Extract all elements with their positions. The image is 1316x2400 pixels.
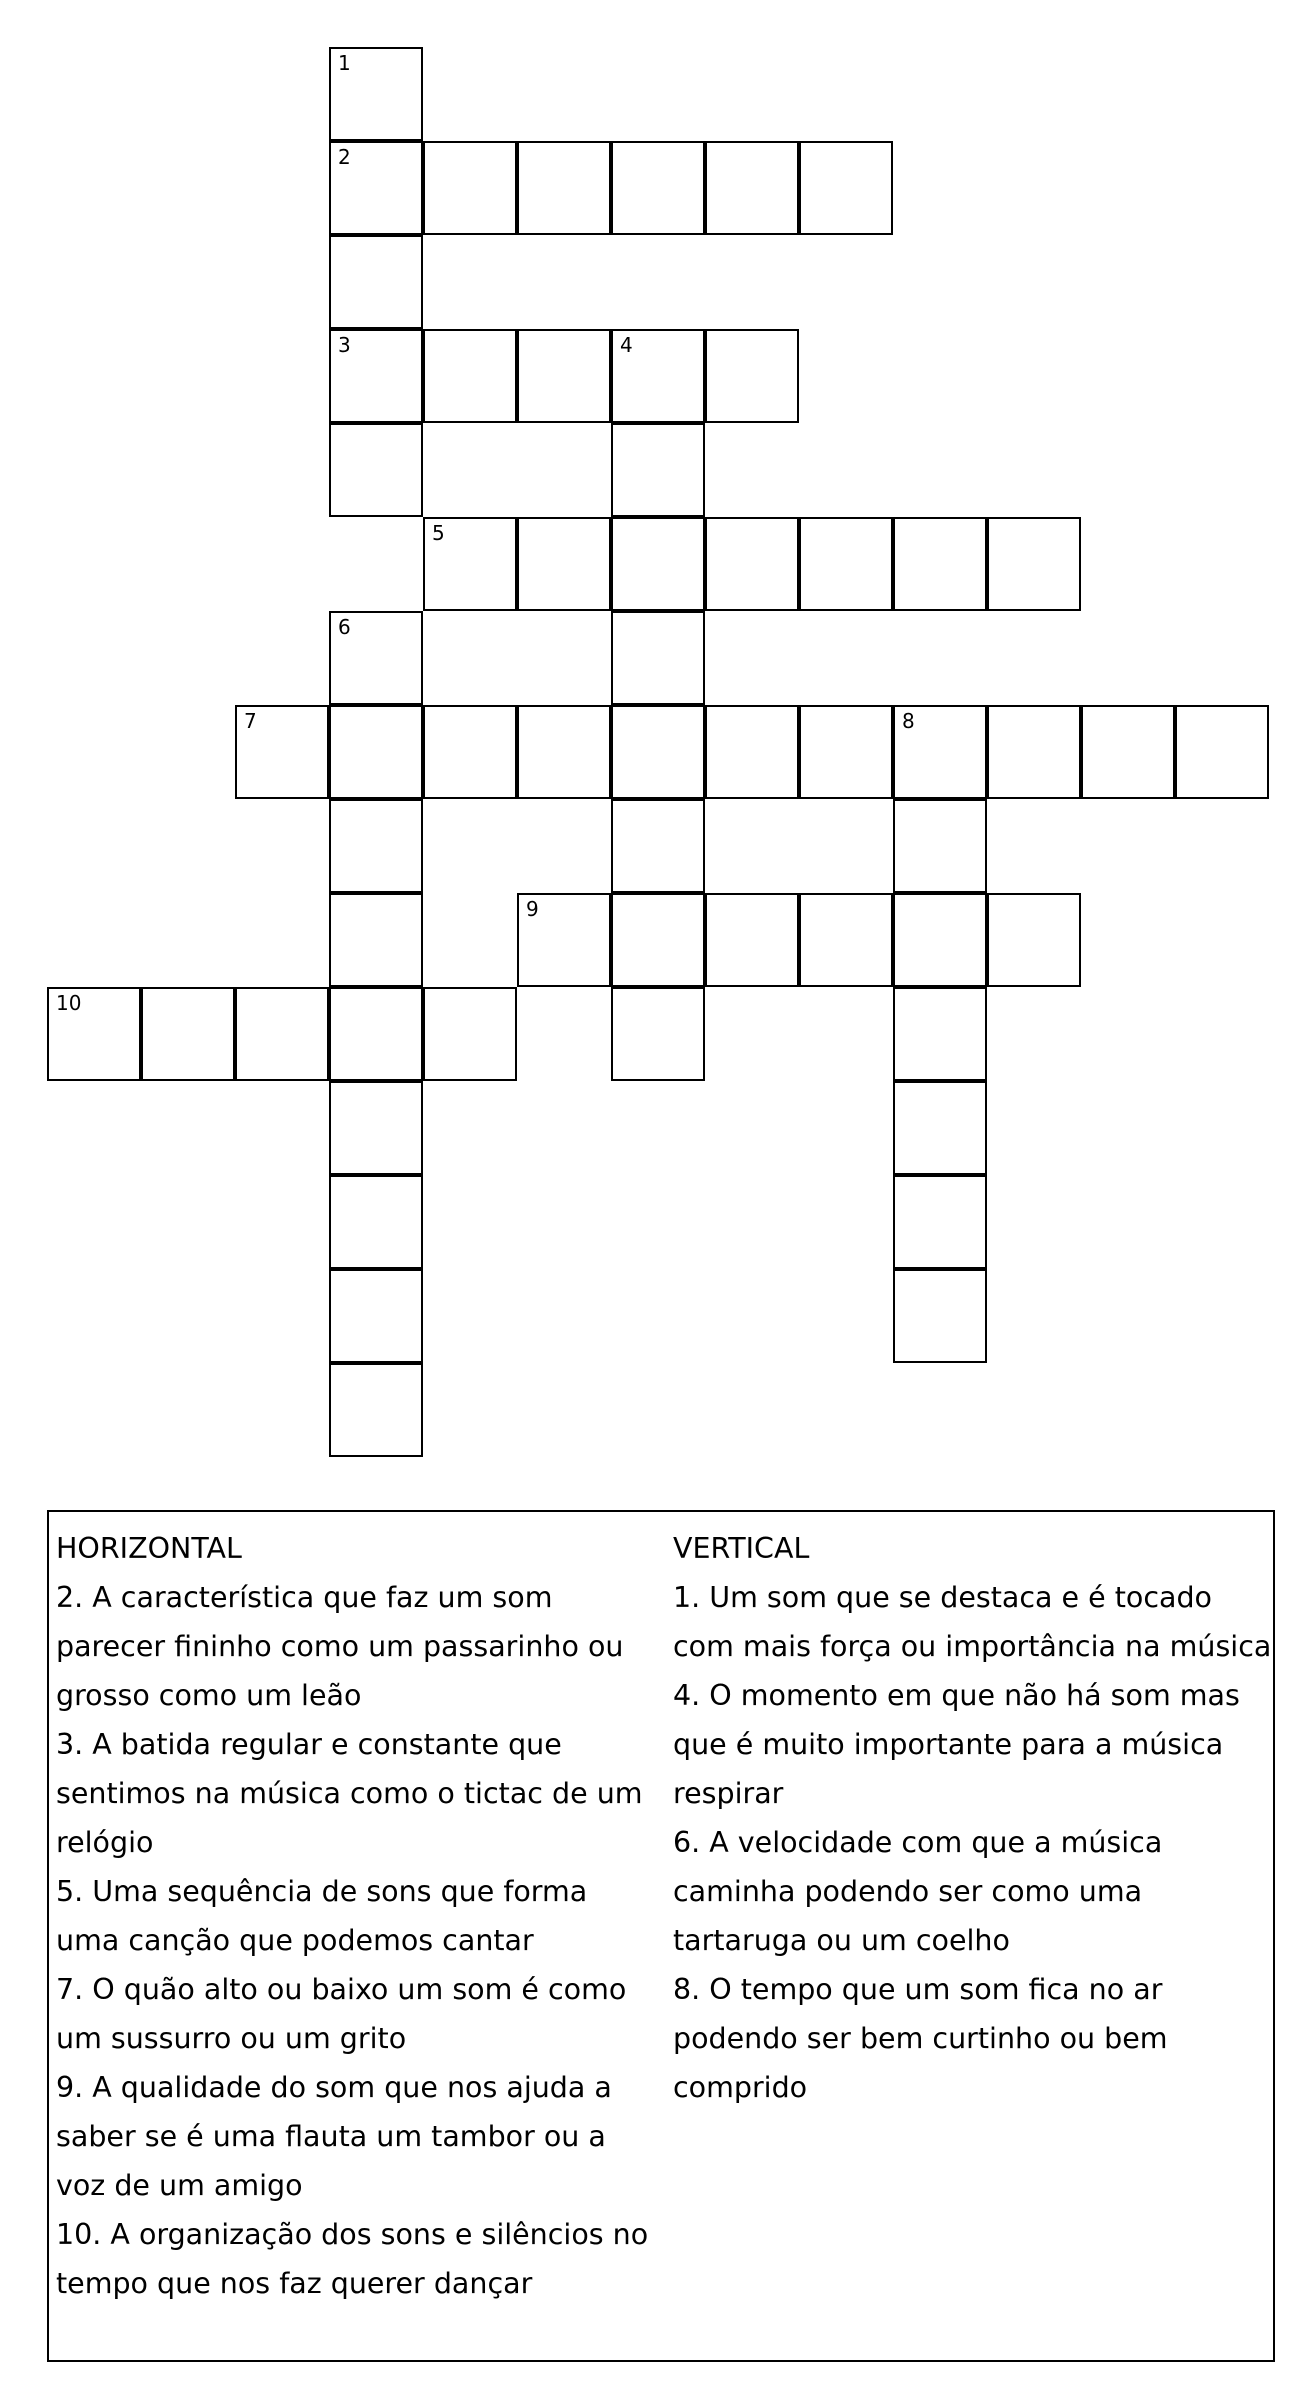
cell-number: 5 xyxy=(432,521,445,545)
grid-cell[interactable] xyxy=(799,893,893,987)
grid-cell[interactable] xyxy=(329,987,423,1081)
grid-cell[interactable] xyxy=(705,705,799,799)
clue-across-5: 5. Uma sequência de sons que forma uma canção que podemos cantar xyxy=(56,1875,588,1957)
clue-down-4: 4. O momento em que não há som mas que é muito importante para a música respirar xyxy=(673,1679,1240,1810)
grid-cell[interactable] xyxy=(423,517,517,611)
grid-cell[interactable] xyxy=(235,705,329,799)
grid-cell[interactable] xyxy=(611,893,705,987)
grid-cell[interactable] xyxy=(329,705,423,799)
grid-cell[interactable] xyxy=(893,987,987,1081)
cell-number: 8 xyxy=(902,709,915,733)
grid-cell[interactable] xyxy=(611,423,705,517)
grid-cell[interactable] xyxy=(893,799,987,893)
clue-across-10: 10. A organização dos sons e silêncios no tempo que nos faz querer dançar xyxy=(56,2218,649,2300)
grid-cell[interactable] xyxy=(893,1175,987,1269)
grid-cell[interactable] xyxy=(893,1269,987,1363)
grid-cell[interactable] xyxy=(329,799,423,893)
grid-cell[interactable] xyxy=(611,517,705,611)
grid-cell[interactable] xyxy=(423,705,517,799)
grid-cell[interactable] xyxy=(705,517,799,611)
grid-cell[interactable] xyxy=(329,611,423,705)
clues-box xyxy=(47,1510,1275,2362)
grid-cell[interactable] xyxy=(893,705,987,799)
clue-across-3: 3. A batida regular e constante que sentimos na música como o tictac de um relógio xyxy=(56,1728,643,1859)
grid-cell[interactable] xyxy=(423,329,517,423)
grid-cell[interactable] xyxy=(799,517,893,611)
clue-down-1: 1. Um som que se destaca e é tocado com mais força ou importância na música xyxy=(673,1581,1272,1663)
grid-cell[interactable] xyxy=(611,705,705,799)
grid-cell[interactable] xyxy=(329,1363,423,1457)
grid-cell[interactable] xyxy=(1175,705,1269,799)
grid-cell[interactable] xyxy=(705,893,799,987)
clue-down-6: 6. A velocidade com que a música caminha podendo ser como uma tartaruga ou um coelho xyxy=(673,1826,1163,1957)
grid-cell[interactable] xyxy=(611,329,705,423)
grid-cell[interactable] xyxy=(423,141,517,235)
down-clues xyxy=(673,1524,1273,2112)
cell-number: 1 xyxy=(338,51,351,75)
cell-number: 2 xyxy=(338,145,351,169)
grid-cell[interactable] xyxy=(329,423,423,517)
clue-across-9: 9. A qualidade do som que nos ajuda a saber se é uma flauta um tambor ou a voz de um amigo xyxy=(56,2071,612,2202)
cell-number: 7 xyxy=(244,709,257,733)
grid-cell[interactable] xyxy=(893,517,987,611)
across-heading: HORIZONTAL xyxy=(56,1532,242,1565)
grid-cell[interactable] xyxy=(893,1081,987,1175)
cell-number: 6 xyxy=(338,615,351,639)
grid-cell[interactable] xyxy=(987,893,1081,987)
grid-cell[interactable] xyxy=(611,987,705,1081)
grid-cell[interactable] xyxy=(611,799,705,893)
grid-cell[interactable] xyxy=(799,705,893,799)
cell-number: 9 xyxy=(526,897,539,921)
grid-cell[interactable] xyxy=(705,329,799,423)
grid-cell[interactable] xyxy=(329,235,423,329)
grid-cell[interactable] xyxy=(423,987,517,1081)
grid-cell[interactable] xyxy=(235,987,329,1081)
grid-cell[interactable] xyxy=(329,893,423,987)
cell-number: 4 xyxy=(620,333,633,357)
clue-across-2: 2. A característica que faz um som parecer fininho como um passarinho ou grosso como um leão xyxy=(56,1581,624,1712)
grid-cell[interactable] xyxy=(987,705,1081,799)
grid-cell[interactable] xyxy=(329,1175,423,1269)
across-clues xyxy=(56,1524,656,2308)
clue-across-7: 7. O quão alto ou baixo um som é como um sussurro ou um grito xyxy=(56,1973,627,2055)
down-heading: VERTICAL xyxy=(673,1532,810,1565)
grid-cell[interactable] xyxy=(611,611,705,705)
grid-cell[interactable] xyxy=(329,329,423,423)
cell-number: 3 xyxy=(338,333,351,357)
grid-cell[interactable] xyxy=(517,893,611,987)
grid-cell[interactable] xyxy=(893,893,987,987)
grid-cell[interactable] xyxy=(329,47,423,141)
grid-cell[interactable] xyxy=(47,987,141,1081)
grid-cell[interactable] xyxy=(329,141,423,235)
grid-cell[interactable] xyxy=(329,1269,423,1363)
grid-cell[interactable] xyxy=(517,141,611,235)
grid-cell[interactable] xyxy=(517,329,611,423)
grid-cell[interactable] xyxy=(987,517,1081,611)
grid-cell[interactable] xyxy=(141,987,235,1081)
grid-cell[interactable] xyxy=(517,705,611,799)
grid-cell[interactable] xyxy=(1081,705,1175,799)
grid-cell[interactable] xyxy=(517,517,611,611)
grid-cell[interactable] xyxy=(611,141,705,235)
cell-number: 10 xyxy=(56,991,82,1015)
clue-down-8: 8. O tempo que um som fica no ar podendo ser bem curtinho ou bem comprido xyxy=(673,1973,1168,2104)
grid-cell[interactable] xyxy=(329,1081,423,1175)
grid-cell[interactable] xyxy=(705,141,799,235)
grid-cell[interactable] xyxy=(799,141,893,235)
